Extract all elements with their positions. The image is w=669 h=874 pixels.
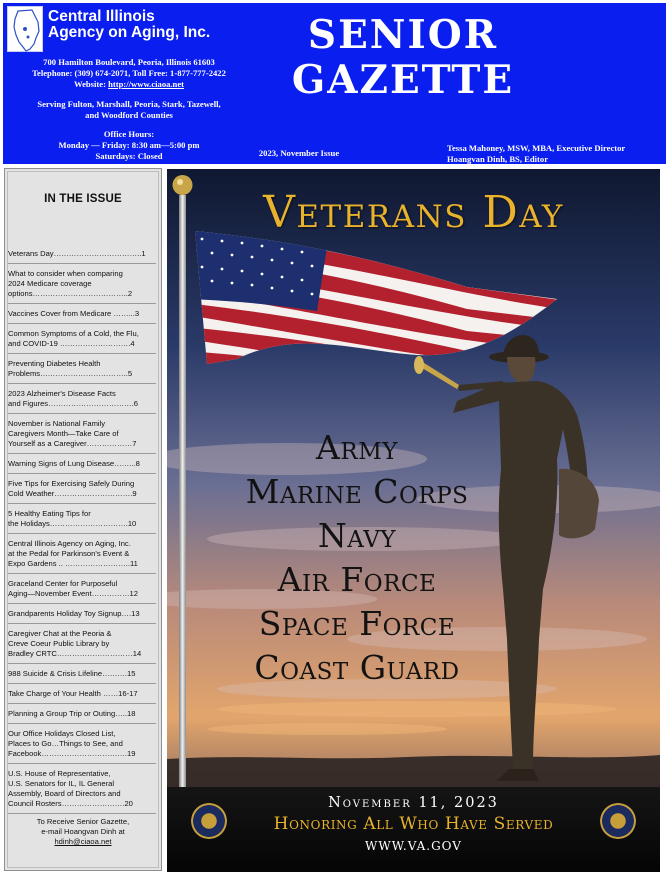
editor: Hoangvan Dinh, BS, Editor <box>447 154 549 164</box>
masthead-title <box>268 13 538 103</box>
toc-item-line: Assembly, Board of Directors and <box>8 789 121 798</box>
toc-item-line: and COVID-19 ……………………….4 <box>8 339 135 348</box>
toc-item-line: Places to Go…Things to See, and <box>8 739 123 748</box>
veterans-day-poster <box>167 169 660 872</box>
toc-item-line: 5 Healthy Eating Tips for <box>8 509 91 518</box>
executive-director: Tessa Mahoney, MSW, MBA, Executive Director <box>447 143 626 153</box>
toc-item[interactable] <box>8 539 156 569</box>
office-hours-saturday: Saturdays: Closed <box>95 151 163 161</box>
honor-tagline: Honoring All Who Have Served <box>273 814 554 834</box>
toc-item[interactable] <box>8 669 156 679</box>
issue-date: 2023, November Issue <box>258 148 340 158</box>
toc-divider <box>8 303 156 304</box>
toc-item-line: Veterans Day……………………………..1 <box>8 249 146 258</box>
toc-item-line: U.S. Senators for IL, IL General <box>8 779 115 788</box>
website-link[interactable]: http://www.ciaoa.net <box>108 79 185 89</box>
subscription-note <box>5 817 161 847</box>
website-line <box>11 79 247 90</box>
toc-item-line: Bradley CRTC…………………………14 <box>8 649 142 658</box>
toc-item[interactable] <box>8 249 156 259</box>
toc-divider <box>8 503 156 504</box>
masthead-line-1: SENIOR <box>307 12 499 58</box>
toc-item[interactable] <box>8 329 156 349</box>
toc-item[interactable] <box>8 609 156 619</box>
toc-divider <box>8 763 156 764</box>
toc-divider <box>8 413 156 414</box>
toc-divider <box>8 723 156 724</box>
toc-item-line: Expo Gardens .. ……………………..11 <box>8 559 138 568</box>
service-area-line-2: and Woodford Counties <box>85 110 173 120</box>
toc-item-line: November is National Family <box>8 419 106 428</box>
toc-item-line: Grandparents Holiday Toy Signup….13 <box>8 609 140 618</box>
branch-army: Army <box>316 428 398 467</box>
branch-space-force: Space Force <box>258 604 456 643</box>
toc-divider <box>8 533 156 534</box>
staff-credits <box>447 143 665 165</box>
service-area <box>11 99 247 121</box>
toc-item[interactable] <box>8 709 156 719</box>
toc-item[interactable] <box>8 579 156 599</box>
toc-title: IN THE ISSUE <box>44 193 122 205</box>
toc-item-line: Central Illinois Agency on Aging, Inc. <box>8 539 131 548</box>
toc-divider <box>8 453 156 454</box>
toc-item[interactable] <box>8 769 156 809</box>
toc-item[interactable] <box>8 629 156 659</box>
office-hours-title: Office Hours: <box>103 129 155 139</box>
toc-item-line: 2023 Alzheimer's Disease Facts <box>8 389 116 398</box>
toc-item-line: Common Symptoms of a Cold, the Flu, <box>8 329 139 338</box>
veterans-day-date: November 11, 2023 <box>328 795 499 811</box>
toc-item-line: Facebook…………………………….19 <box>8 749 136 758</box>
toc-item-line: Council Rosters…………………….20 <box>8 799 133 808</box>
toc-divider <box>8 383 156 384</box>
military-branches <box>207 426 507 690</box>
toc-item-line: options………………………………..2 <box>8 289 133 298</box>
toc-item-line: Creve Coeur Public Library by <box>8 639 110 648</box>
subscription-email-link[interactable]: hdinh@ciaoa.net <box>54 837 112 846</box>
toc-item-line: Caregivers Month—Take Care of <box>8 429 119 438</box>
toc-divider <box>8 263 156 264</box>
office-hours-weekday: Monday — Friday: 8:30 am—5:00 pm <box>58 140 200 150</box>
toc-divider <box>8 813 156 814</box>
toc-item-line: 988 Suicide & Crisis Lifeline……….15 <box>8 669 136 678</box>
branch-air-force: Air Force <box>277 560 437 599</box>
toc-divider <box>8 683 156 684</box>
toc-item-line: Graceland Center for Purposeful <box>8 579 118 588</box>
toc-item-line: Five Tips for Exercising Safely During <box>8 479 135 488</box>
telephone: Telephone: (309) 674-2071, Toll Free: 1-877-777-2422 <box>32 68 226 78</box>
toc-item-line: Planning a Group Trip or Outing…..18 <box>8 709 136 718</box>
org-name-line-2: Agency on Aging, Inc. <box>48 24 211 41</box>
toc-item-line: 2024 Medicare coverage <box>8 279 92 288</box>
poster-title: Veterans Day <box>263 187 564 238</box>
toc-divider <box>8 603 156 604</box>
office-hours <box>11 129 247 162</box>
toc-item-line: Problems……………………………..5 <box>8 369 133 378</box>
toc-item[interactable] <box>8 479 156 499</box>
va-website-link[interactable]: WWW.VA.GOV <box>365 839 462 853</box>
toc-divider <box>8 623 156 624</box>
toc-item[interactable] <box>8 309 156 319</box>
toc-item-line: Cold Weather………………………….9 <box>8 489 137 498</box>
toc-divider <box>8 663 156 664</box>
organization-name <box>48 9 248 41</box>
toc-item[interactable] <box>8 689 156 699</box>
contact-info <box>11 57 247 90</box>
toc-item-line: Yourself as a Caregiver………………7 <box>8 439 137 448</box>
toc-divider <box>8 473 156 474</box>
toc-item-line: Our Office Holidays Closed List, <box>8 729 116 738</box>
toc-item-line: Aging—November Event……………12 <box>8 589 138 598</box>
newsletter-header <box>3 3 666 164</box>
address: 700 Hamilton Boulevard, Peoria, Illinois 61603 <box>43 57 215 67</box>
subscription-line-2: e-mail Hoangvan Dinh at <box>41 827 125 836</box>
toc-item[interactable] <box>8 509 156 529</box>
toc-item-line: Vaccines Cover from Medicare ……...3 <box>8 309 140 318</box>
toc-item-line: What to consider when comparing <box>8 269 123 278</box>
toc-divider <box>8 573 156 574</box>
toc-item-line: Caregiver Chat at the Peoria & <box>8 629 112 638</box>
toc-item-line: Take Charge of Your Health ……16-17 <box>8 689 138 698</box>
toc-item-line: and Figures…………………………….6 <box>8 399 138 408</box>
toc-item[interactable] <box>8 359 156 379</box>
org-name-line-1: Central Illinois <box>48 8 155 25</box>
toc-item-line: Preventing Diabetes Health <box>8 359 101 368</box>
toc-item[interactable] <box>8 459 156 469</box>
branch-coast-guard: Coast Guard <box>254 648 460 687</box>
illinois-map-logo-icon <box>7 6 43 52</box>
toc-divider <box>8 353 156 354</box>
service-area-line-1: Serving Fulton, Marshall, Peoria, Stark, Tazewell, <box>37 99 221 109</box>
subscription-line-1: To Receive Senior Gazette, <box>36 817 130 826</box>
masthead-line-2: GAZETTE <box>291 57 515 103</box>
toc-item-line: Warning Signs of Lung Disease……...8 <box>8 459 140 468</box>
toc-item[interactable] <box>8 389 156 409</box>
toc-item[interactable] <box>8 419 156 449</box>
toc-item-line: at the Pedal for Parkinson's Event & <box>8 549 130 558</box>
website-label: Website: <box>73 79 106 89</box>
toc-item[interactable] <box>8 729 156 759</box>
toc-item-line: the Holidays………………………….10 <box>8 519 137 528</box>
toc-divider <box>8 323 156 324</box>
branch-marine-corps: Marine Corps <box>245 472 469 511</box>
table-of-contents <box>4 168 162 871</box>
toc-item[interactable] <box>8 269 156 299</box>
toc-divider <box>8 703 156 704</box>
toc-item-line: U.S. House of Representative, <box>8 769 111 778</box>
branch-navy: Navy <box>317 516 397 555</box>
